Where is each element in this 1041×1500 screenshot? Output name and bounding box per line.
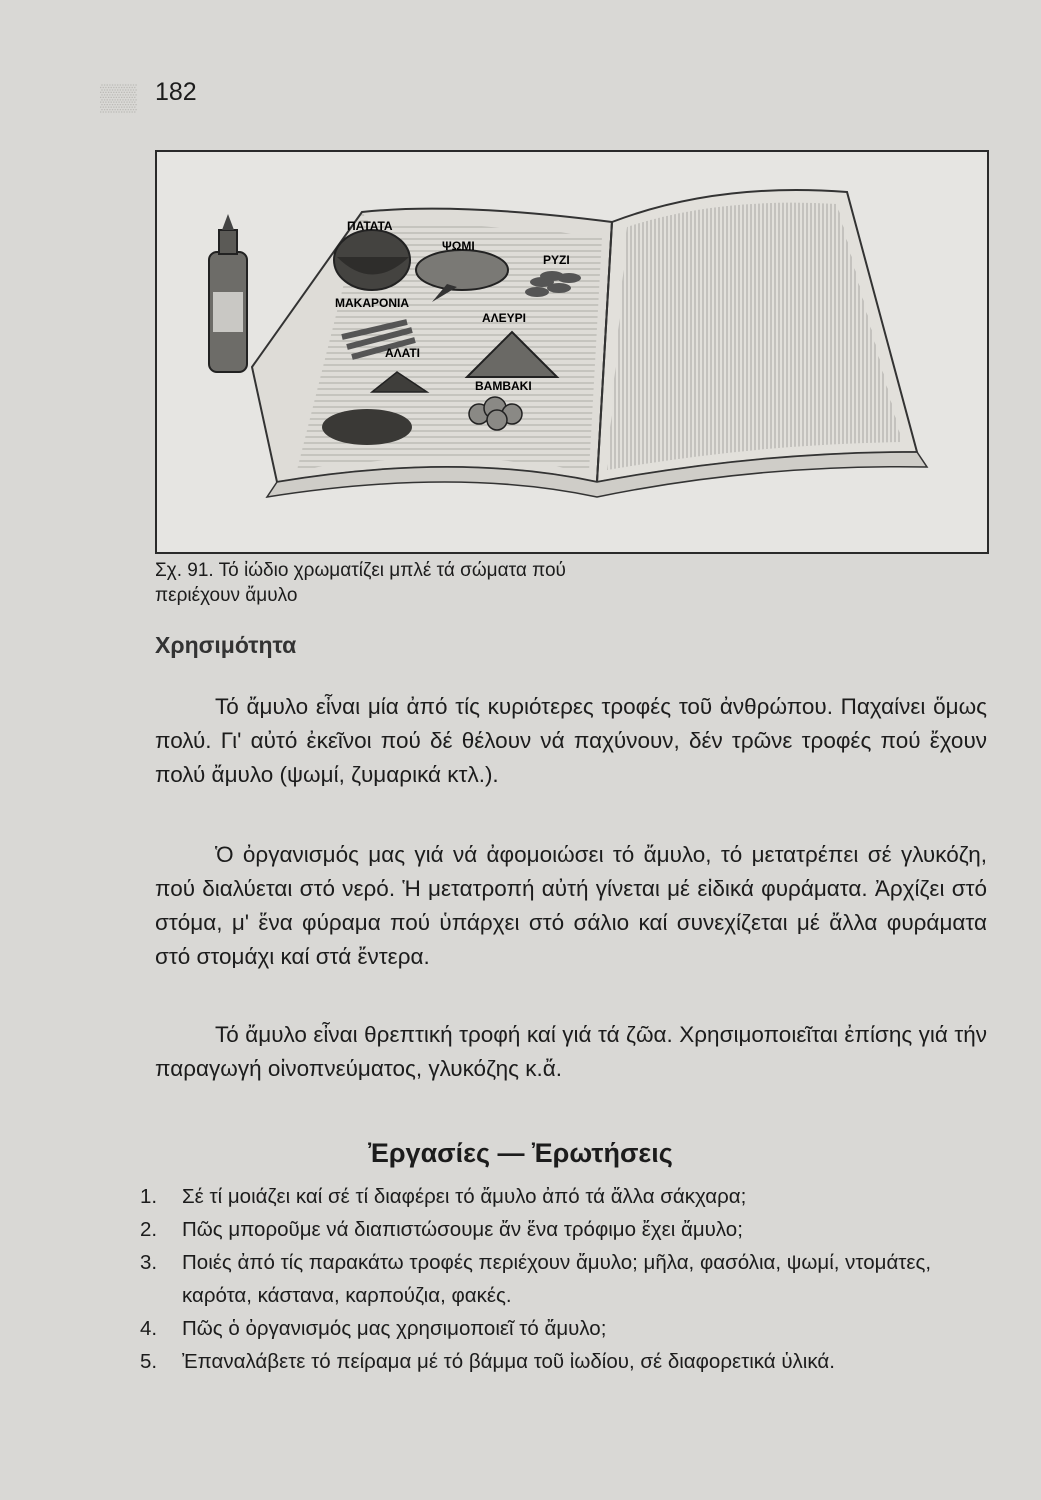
- list-item: [140, 1246, 985, 1312]
- label-makaronia: ΜΑΚΑΡΟΝΙΑ: [335, 296, 409, 310]
- question-number: 5.: [140, 1350, 158, 1373]
- questions-list: [140, 1180, 985, 1378]
- paragraph-3: Τό ἄμυλο εἶναι θρεπτική τροφή καί γιά τά ζῶα. Χρησιμοποιεῖται ἐπίσης γιά τήν παραγωγή οἰνοπνεύματος, γλυκόζης κ.ἄ.: [155, 1022, 987, 1081]
- label-psomi: ΨΩΜΙ: [442, 239, 475, 253]
- figure-caption: Σχ. 91. Τό ἰώδιο χρωματίζει μπλέ τά σώματα πού περιέχουν ἄμυλο: [155, 560, 566, 606]
- label-ryzi: ΡΥΖΙ: [543, 253, 570, 267]
- bottle-icon: [209, 214, 247, 372]
- list-item: [140, 1345, 985, 1378]
- label-alevri: ΑΛΕΥΡΙ: [482, 311, 527, 325]
- list-item: [140, 1180, 985, 1213]
- figure-illustration: [157, 152, 987, 552]
- stain-icon: [322, 409, 412, 445]
- potato-icon: [334, 230, 410, 290]
- section-heading: Χρησιμότητα: [155, 632, 297, 658]
- questions-heading: Ἐργασίες — Ἐρωτήσεις: [368, 1138, 673, 1168]
- question-text: Πῶς μποροῦμε νά διαπιστώσουμε ἄν ἕνα τρόφιμο ἔχει ἄμυλο;: [182, 1218, 743, 1241]
- question-number: 2.: [140, 1218, 158, 1241]
- page-number: 182: [155, 78, 197, 106]
- figure-91: [155, 150, 989, 554]
- question-text: Ἐπαναλάβετε τό πείραμα μέ τό βάμμα τοῦ ἰωδίου, σέ διαφορετικά ὑλικά.: [182, 1350, 835, 1373]
- question-text: Ποιές ἀπό τίς παρακάτω τροφές περιέχουν ἄμυλο; μῆλα, φασόλια, ψωμί, ντομάτες, καρότα, κάστανα, καρπούζια, φακές.: [182, 1251, 932, 1307]
- bleed-through-texture: ▒▒: [100, 82, 137, 112]
- list-item: [140, 1213, 985, 1246]
- list-item: [140, 1312, 985, 1345]
- label-vamvaki: ΒΑΜΒΑΚΙ: [475, 379, 532, 393]
- question-text: Σέ τί μοιάζει καί σέ τί διαφέρει τό ἄμυλο ἀπό τά ἄλλα σάκχαρα;: [182, 1185, 747, 1208]
- paragraph-1: Τό ἄμυλο εἶναι μία ἀπό τίς κυριότερες τροφές τοῦ ἀνθρώπου. Παχαίνει ὅμως πολύ. Γι' αὐτό ἐκεῖνοι πού δέ θέλουν νά παχύνουν, δέν τρῶνε τροφές πού ἔχουν πολύ ἄμυλο (ψωμί, ζυμαρικά κτλ.).: [155, 694, 987, 787]
- question-number: 3.: [140, 1251, 158, 1274]
- question-number: 4.: [140, 1317, 158, 1340]
- question-text: Πῶς ὁ ὀργανισμός μας χρησιμοποιεῖ τό ἄμυλο;: [182, 1317, 607, 1340]
- paragraph-2: Ὁ ὀργανισμός μας γιά νά ἀφομοιώσει τό ἄμυλο, τό μετατρέπει σέ γλυκόζη, πού διαλύεται στό νερό. Ἡ μετατροπή αὐτή γίνεται μέ εἰδικά φυράματα. Ἀρχίζει στό στόμα, μ' ἕνα φύραμα πού ὑπάρχει στό σάλιο καί συνεχίζεται μέ ἄλλα φυράματα στό στομάχι καί στά ἔντερα.: [155, 842, 987, 969]
- label-patata: ΠΑΤΑΤΑ: [347, 219, 393, 233]
- label-alati: ΑΛΑΤΙ: [385, 346, 421, 360]
- question-number: 1.: [140, 1185, 158, 1208]
